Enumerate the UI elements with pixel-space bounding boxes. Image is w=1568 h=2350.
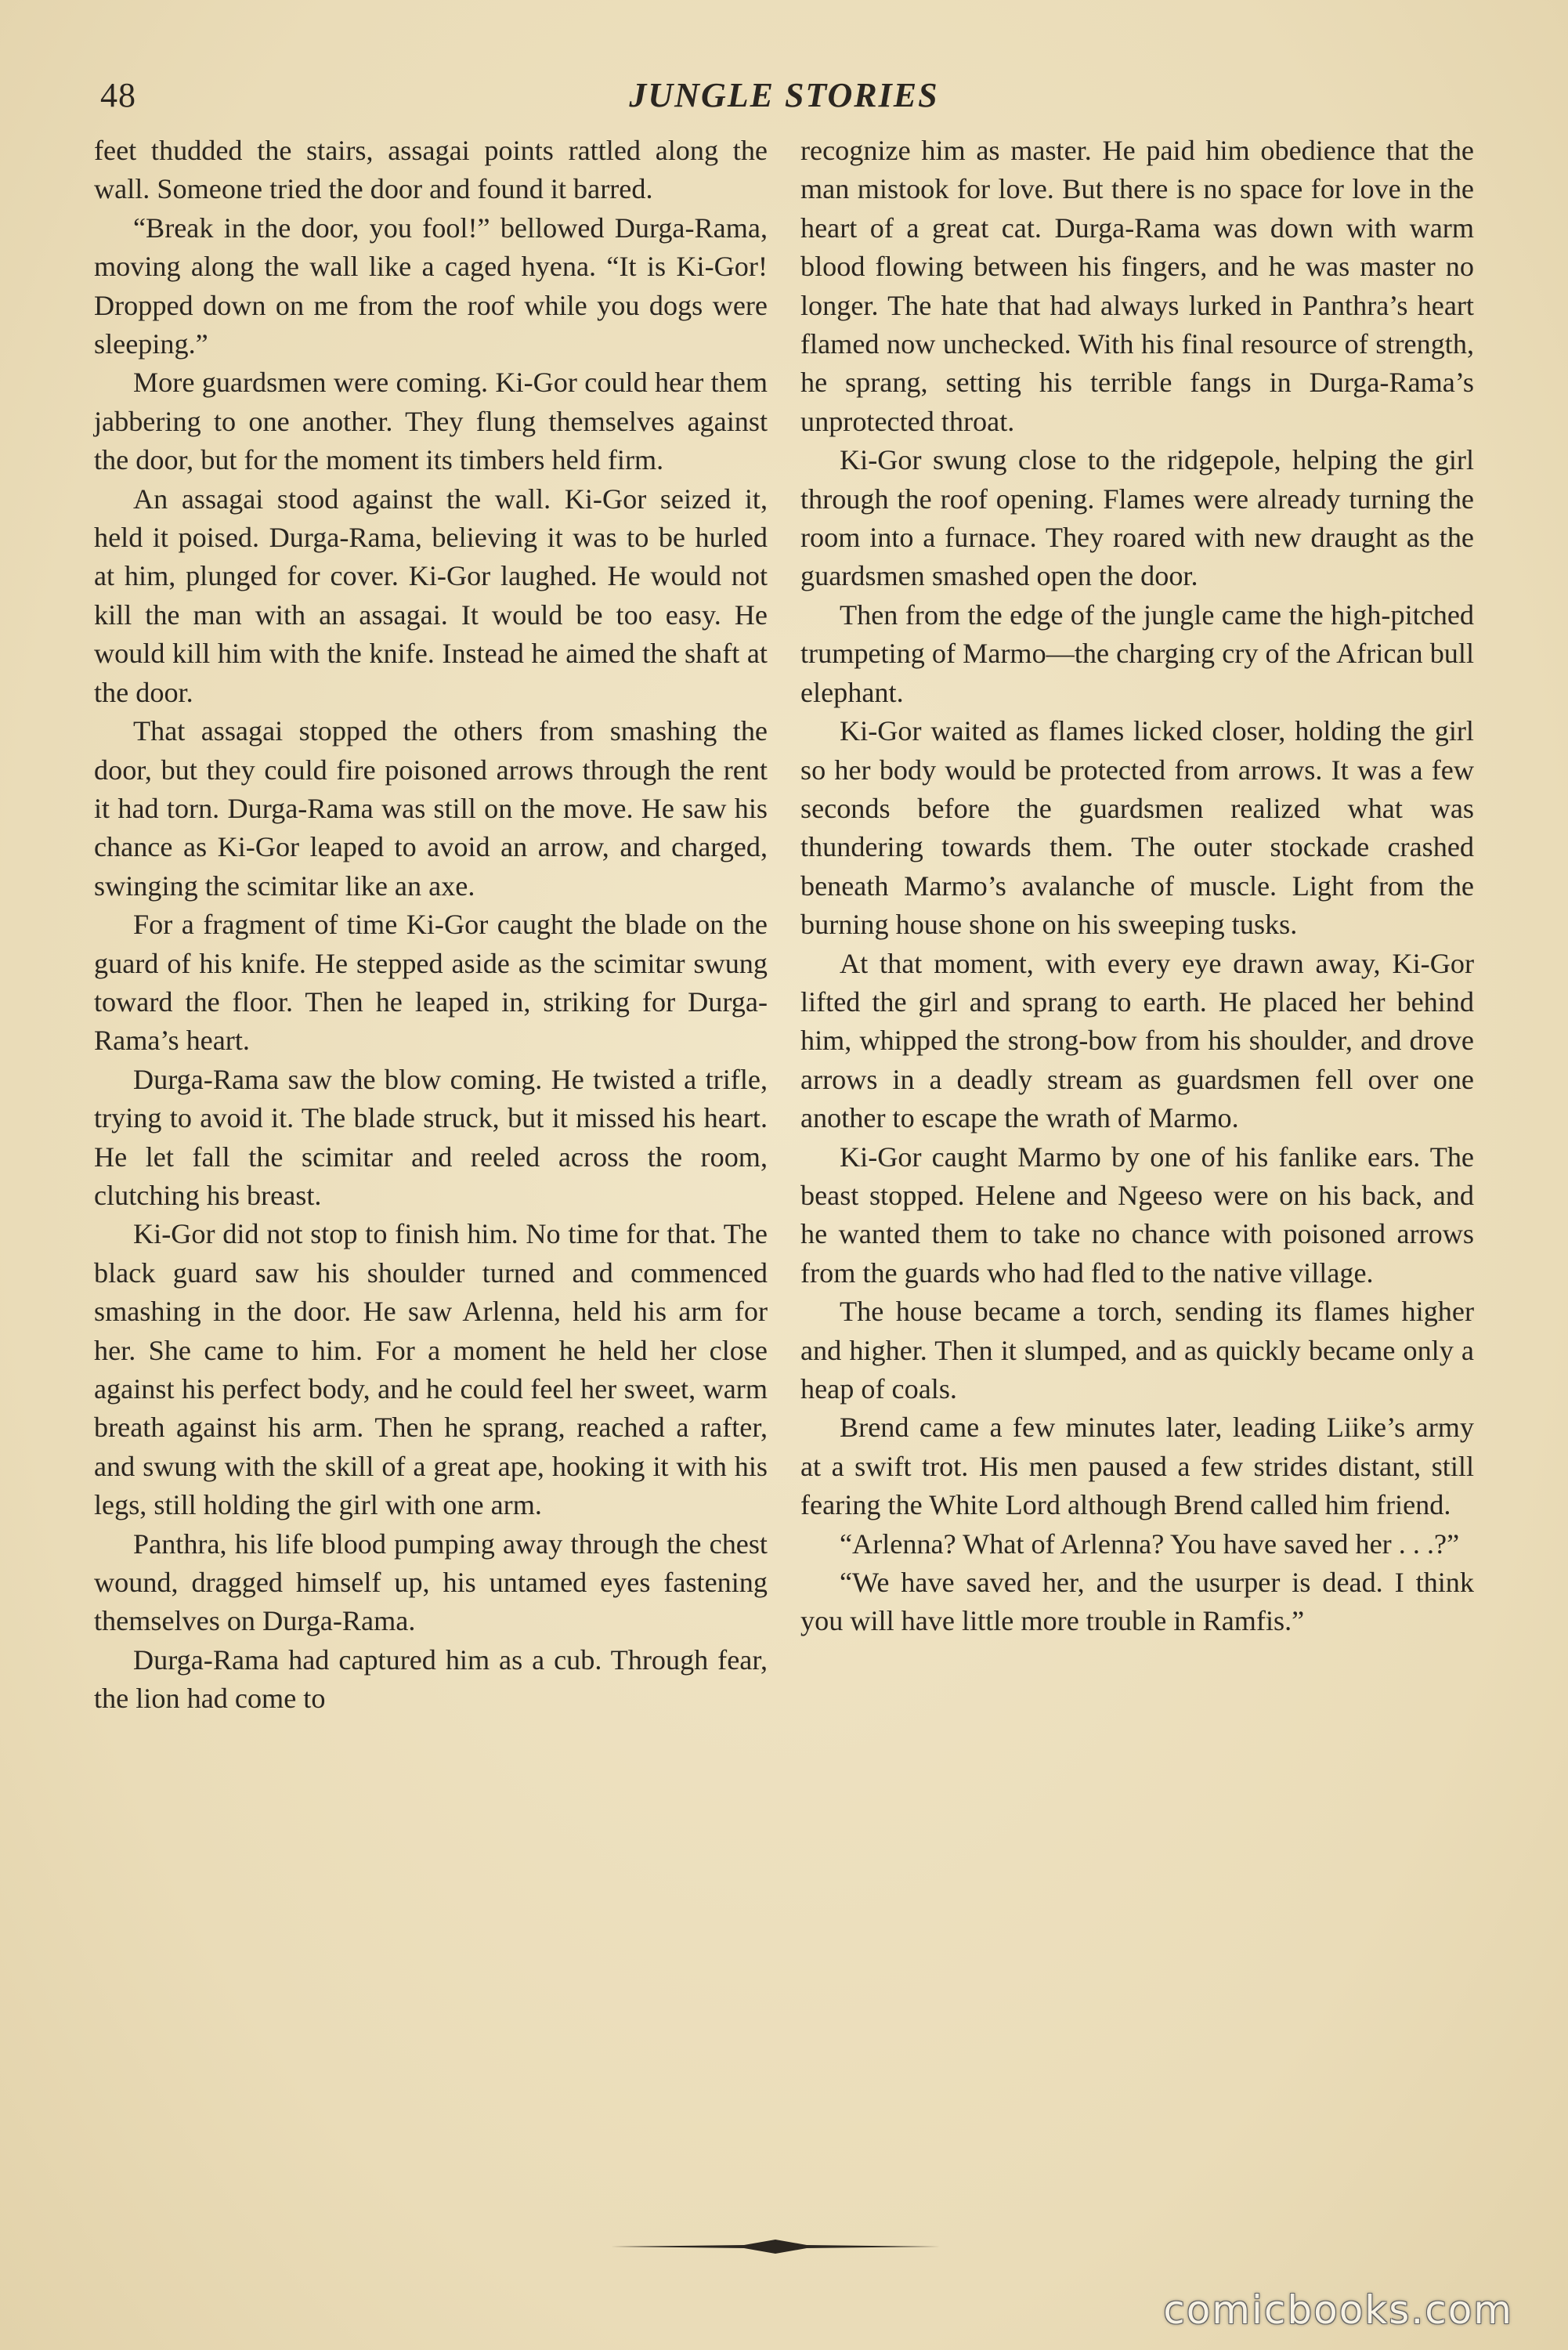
paragraph: An assagai stood against the wall. Ki-Gor seized it, held it poised. Durga-Rama, believing it was to be hurled at him, plunged for cover. Ki-Gor laughed. He would not kill the man with an assagai. It would be too easy. He would kill him with the knife. Instead he aimed the shaft at the door. <box>94 483 768 708</box>
paragraph: feet thudded the stairs, assagai points rattled along the wall. Someone tried the door and found it barred. <box>94 135 768 205</box>
paragraph: Then from the edge of the jungle came the high-pitched trumpeting of Marmo—the charging cry of the African bull elephant. <box>800 598 1474 708</box>
paragraph: “Break in the door, you fool!” bellowed Durga-Rama, moving along the wall like a caged hyena. “It is Ki-Gor! Dropped down on me from the roof while you dogs were sleeping.” <box>94 212 768 360</box>
running-head: JUNGLE STORIES <box>629 76 939 114</box>
paragraph: Panthra, his life blood pumping away through the chest wound, dragged himself up, his untamed eyes fastening themselves on Durga-Rama. <box>94 1528 768 1637</box>
page-header <box>94 75 1474 122</box>
right-column <box>800 132 1474 1641</box>
paragraph: Ki-Gor waited as flames licked closer, holding the girl so her body would be protected from arrows. It was a few seconds before the guardsmen realized what was thundering towards them. The outer stockade crashed beneath Marmo’s avalanche of muscle. Light from the burning house shone on his sweeping tusks. <box>800 715 1474 941</box>
paragraph: Ki-Gor caught Marmo by one of his fanlike ears. The beast stopped. Helene and Ngeeso were on his back, and he wanted them to take no chance with poisoned arrows from the guards who had fled to the native village. <box>800 1141 1474 1289</box>
watermark: comicbooks.com <box>1163 2287 1513 2333</box>
paragraph: The house became a torch, sending its flames higher and higher. Then it slumped, and as quickly became only a heap of coals. <box>800 1296 1474 1405</box>
left-column <box>94 132 768 1719</box>
paragraph: Durga-Rama had captured him as a cub. Through fear, the lion had come to <box>94 1643 768 1715</box>
paragraph: At that moment, with every eye drawn away, Ki-Gor lifted the girl and sprang to earth. He placed her behind him, whipped the strong-bow from his shoulder, and drove arrows in a deadly stream as guardsmen fell over one another to escape the wrath of Marmo. <box>800 947 1474 1134</box>
paragraph: More guardsmen were coming. Ki-Gor could hear them jabbering to one another. They flung themselves against the door, but for the moment its timbers held firm. <box>94 367 768 476</box>
paragraph: Durga-Rama saw the blow coming. He twisted a trifle, trying to avoid it. The blade struck, but it missed his heart. He let fall the scimitar and reeled across the room, clutching his breast. <box>94 1063 768 1211</box>
paragraph: Ki-Gor swung close to the ridgepole, helping the girl through the roof opening. Flames were already turning the room into a furnace. They roared with new draught as the guardsmen smashed open the door. <box>800 444 1474 592</box>
paragraph: Brend came a few minutes later, leading Liike’s army at a swift trot. His men paused a few strides distant, still fearing the White Lord although Brend called him friend. <box>800 1412 1474 1521</box>
paragraph: recognize him as master. He paid him obedience that the man mistook for love. But there is no space for love in the heart of a great cat. Durga-Rama was down with warm blood flowing between his fingers, and he was master no longer. The hate that had always lurked in Panthra’s heart flamed now unchecked. With his final resource of strength, he sprang, setting his terrible fangs in Durga-Rama’s unprotected throat. <box>800 135 1474 437</box>
paragraph: “Arlenna? What of Arlenna? You have saved her . . .?” <box>840 1528 1460 1560</box>
page-number: 48 <box>100 76 136 114</box>
paragraph: Ki-Gor did not stop to finish him. No time for that. The black guard saw his shoulder turned and commenced smashing in the door. He saw Arlenna, held his arm for her. She came to him. For a moment he held her close against his perfect body, and he could feel her sweet, warm breath against his arm. Then he sprang, reached a rafter, and swung with the skill of a great ape, hooking it with his legs, still holding the girl with one arm. <box>94 1218 768 1521</box>
paragraph: That assagai stopped the others from smashing the door, but they could fire poisoned arrows through the rent it had torn. Durga-Rama was still on the move. He saw his chance as Ki-Gor leaped to avoid an arrow, and charged, swinging the scimitar like an axe. <box>94 715 768 902</box>
end-of-story-ornament <box>611 2235 940 2258</box>
paragraph: “We have saved her, and the usurper is dead. I think you will have little more trouble in Ramfis.” <box>800 1567 1474 1637</box>
paragraph: For a fragment of time Ki-Gor caught the blade on the guard of his knife. He stepped aside as the scimitar swung toward the floor. Then he leaped in, striking for Durga-Rama’s heart. <box>94 909 768 1057</box>
